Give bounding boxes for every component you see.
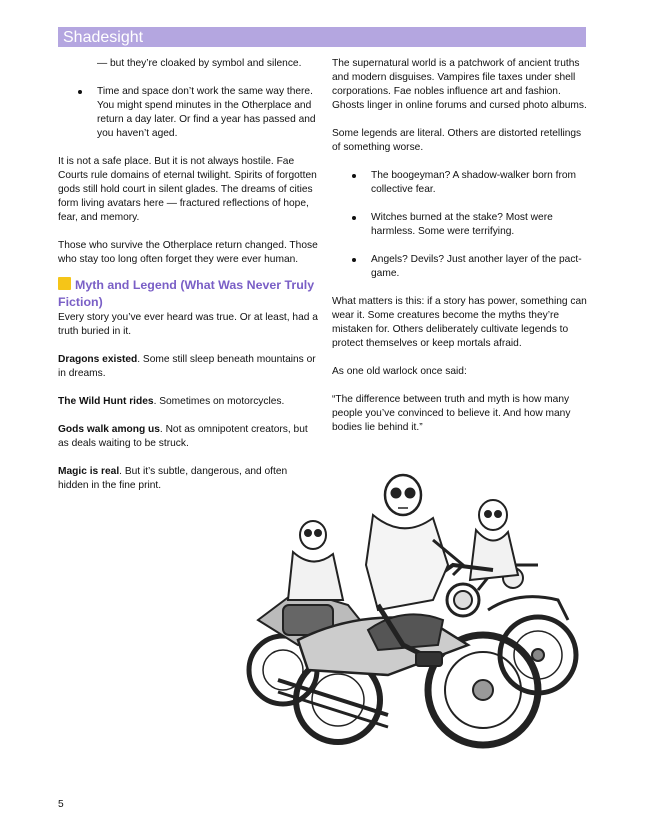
paragraph-supernatural: The supernatural world is a patchwork of ancient truths and modern disguises. Vampires file taxes under shell corporations. Fae nobles influence art and fashion. Ghosts linger in online forums and cursed photo albums. [332,58,587,111]
page-header-bar [58,27,586,47]
paragraph-not-safe: It is not a safe place. But it is not always hostile. Fae Courts rule domains of eternal twilight. Spirits of forgotten gods still hold court in silent glades. The dreams of cities form living avatars here — fractured reflections of hope, fear, and memory. [58,156,317,223]
paragraph-every-story: Every story you’ve ever heard was true. Or at least, had a truth buried in it. [58,312,318,337]
paragraph-what-matters: What matters is this: if a story has power, something can wear it. Some creatures become the myths they’re mistaken for. Others deliberately cultivate legends to protect themselves or keep mortals afraid. [332,296,587,349]
bullet-boogeyman: The boogeyman? A shadow-walker born from collective fear. [332,169,588,197]
wild-hunt-text: . Sometimes on motorcycles. [153,396,285,407]
paragraph-gods [58,423,318,451]
dragons-bold: Dragons existed [58,354,138,365]
page-number: 5 [58,799,64,810]
magic-text: . But it’s subtle, dangerous, and often hidden in the fine print. [58,466,288,491]
bullet-witches: Witches burned at the stake? Most were harmless. Some were terrifying. [332,211,588,239]
wild-hunt-bold: The Wild Hunt rides [58,396,154,407]
dragons-text: . Some still sleep beneath mountains or in dreams. [58,354,316,379]
section-heading-myth-legend [58,277,318,311]
gods-text: . Not as omnipotent creators, but as deals waiting to be struck. [58,424,308,449]
yellow-square-icon [58,277,71,290]
rear-left-skeleton [288,521,343,600]
section-heading-text: Myth and Legend (What Was Never Truly Fiction) [58,278,315,309]
paragraph-survive: Those who survive the Otherplace return changed. Those who stay too long often forget they were ever human. [58,240,318,265]
page-header-title: Shadesight [63,29,144,46]
paragraph-warlock: As one old warlock once said: [332,366,467,377]
continued-bullet-text: — but they’re cloaked by symbol and silence. [97,58,302,69]
left-column [58,57,318,507]
bullet-angels: Angels? Devils? Just another layer of the pact-game. [332,253,588,281]
paragraph-legends: Some legends are literal. Others are distorted retellings of something worse. [332,128,582,153]
right-bullet-list [332,169,588,281]
paragraph-dragons [58,353,318,381]
paragraph-quote: “The difference between truth and myth is how many people you’ve convinced to believe it. And how many bodies lie behind it.” [332,394,571,433]
magic-bold: Magic is real [58,466,120,477]
left-bullet-list [58,85,318,141]
gods-bold: Gods walk among us [58,424,160,435]
rear-right-motorcycle [478,565,576,693]
skeleton-bikers-illustration [238,470,583,760]
bullet-time-space: Time and space don’t work the same way there. You might spend minutes in the Otherplace and return a day later. Or find a year has passed and you haven’t aged. [58,85,318,141]
right-column [332,57,588,449]
paragraph-wild-hunt [58,395,318,409]
